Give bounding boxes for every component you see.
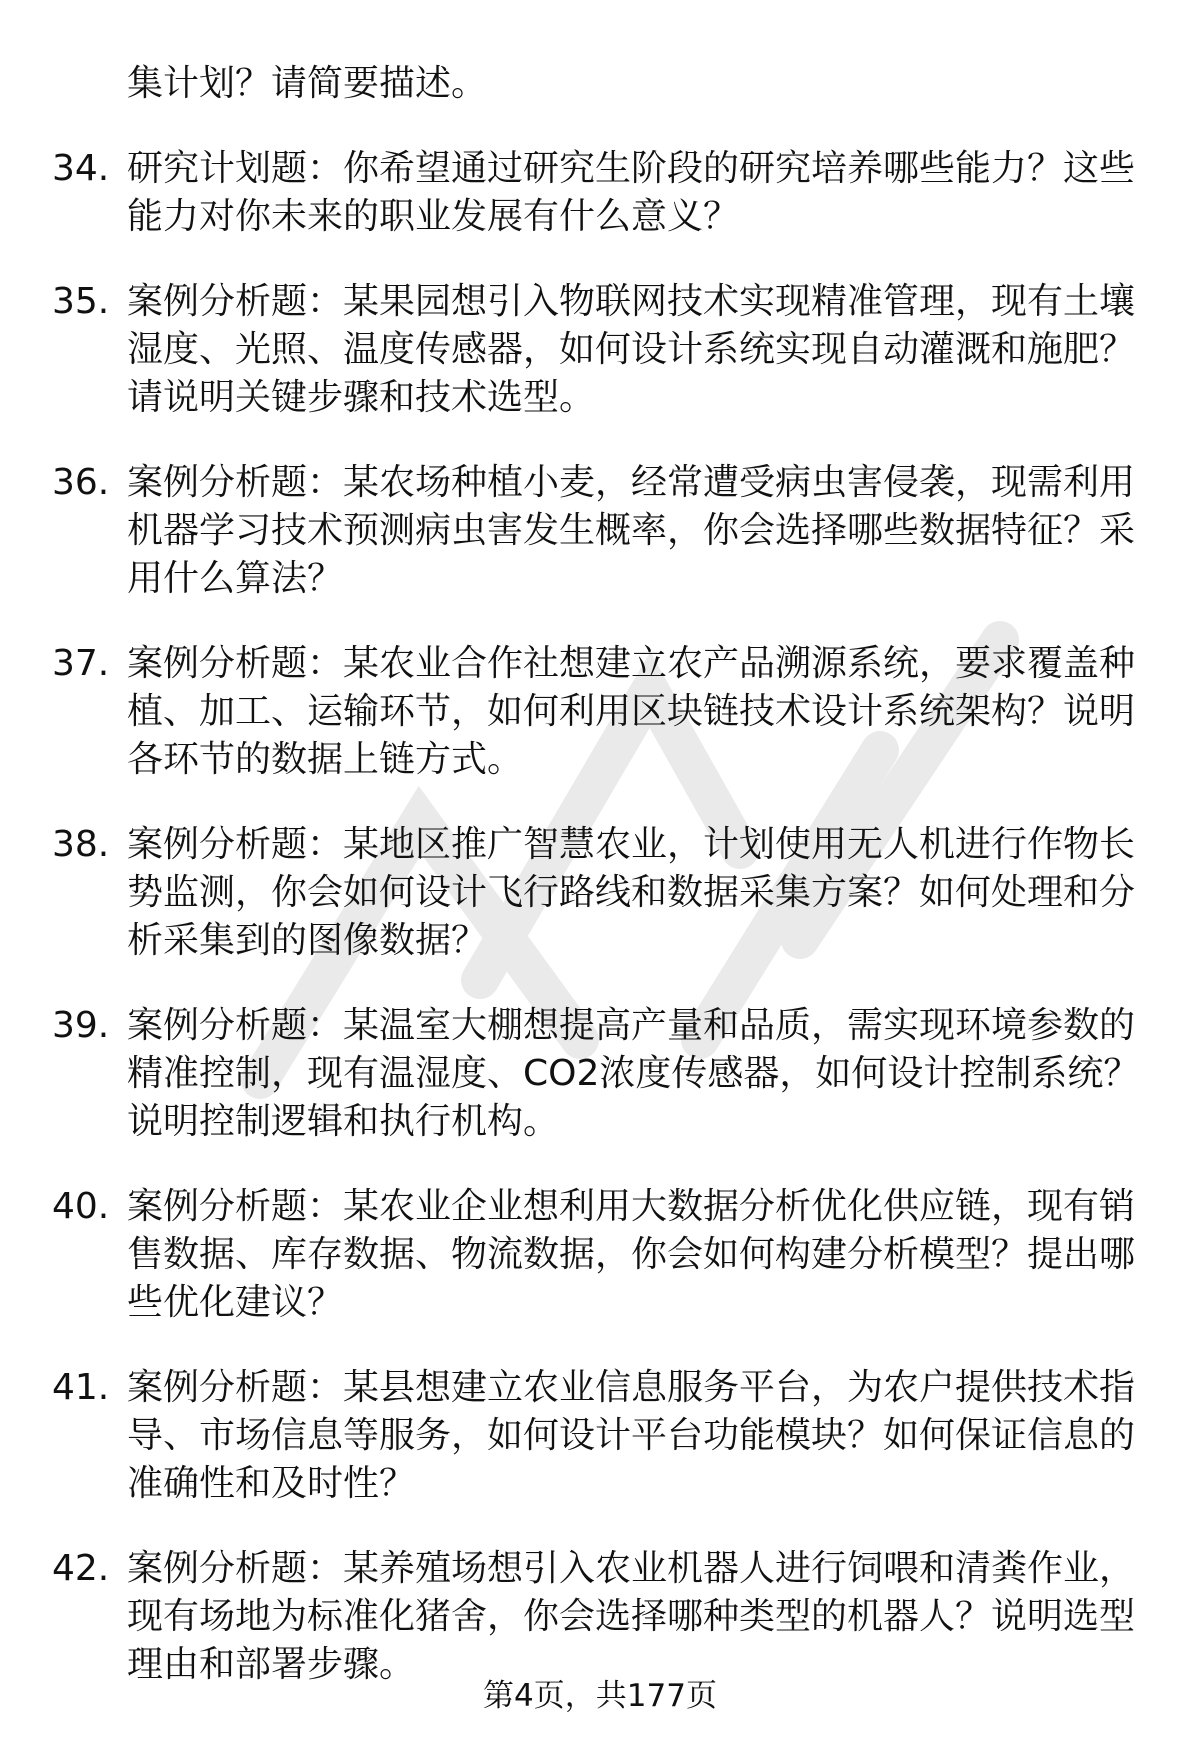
question-text-line: 说明控制逻辑和执行机构。 (127, 1101, 560, 1142)
question-text-line: 案例分析题：某养殖场想引入农业机器人进行饲喂和清粪作业， (127, 1548, 1136, 1589)
question-text-line: 案例分析题：某果园想引入物联网技术实现精准管理，现有土壤 (127, 281, 1136, 322)
question-number: 41. (52, 1367, 110, 1408)
question-text-line: 些优化建议？ (127, 1282, 344, 1323)
question-text-line: 精准控制，现有温湿度、CO2浓度传感器，如何设计控制系统？ (127, 1053, 1140, 1094)
question-number: 39. (52, 1005, 110, 1046)
question-item (52, 1183, 1152, 1327)
question-text (127, 640, 1152, 784)
question-text (127, 1364, 1152, 1508)
question-text-line: 势监测，你会如何设计飞行路线和数据采集方案？如何处理和分 (127, 872, 1136, 913)
question-text-line: 案例分析题：某农业合作社想建立农产品溯源系统，要求覆盖种 (127, 643, 1136, 684)
question-item (52, 278, 1152, 422)
question-item (52, 459, 1152, 603)
question-text-line: 用什么算法？ (127, 558, 344, 599)
question-item (52, 1364, 1152, 1508)
question-text-line: 湿度、光照、温度传感器，如何设计系统实现自动灌溉和施肥？ (127, 329, 1136, 370)
question-text (127, 1545, 1152, 1689)
question-text-line: 各环节的数据上链方式。 (127, 739, 524, 780)
question-text-line: 能力对你未来的职业发展有什么意义？ (127, 196, 740, 237)
question-number: 35. (52, 281, 110, 322)
question-text-line: 售数据、库存数据、物流数据，你会如何构建分析模型？提出哪 (127, 1234, 1136, 1275)
continuation-text: 集计划？请简要描述。 (127, 63, 488, 104)
page-footer: 第4页，共177页 (483, 1678, 717, 1714)
question-text-line: 机器学习技术预测病虫害发生概率，你会选择哪些数据特征？采 (127, 510, 1136, 551)
question-text-line: 案例分析题：某地区推广智慧农业，计划使用无人机进行作物长 (127, 824, 1136, 865)
question-text-line: 案例分析题：某温室大棚想提高产量和品质，需实现环境参数的 (127, 1005, 1136, 1046)
question-number: 40. (52, 1186, 110, 1227)
question-text (127, 1002, 1152, 1146)
question-text-line: 请说明关键步骤和技术选型。 (127, 377, 596, 418)
question-text-line: 理由和部署步骤。 (127, 1644, 416, 1685)
question-text-line: 准确性和及时性？ (127, 1463, 416, 1504)
question-number: 42. (52, 1548, 110, 1589)
question-number: 38. (52, 824, 110, 865)
question-number: 37. (52, 643, 110, 684)
question-text (127, 278, 1152, 422)
question-text (127, 145, 1152, 241)
question-text (127, 821, 1152, 965)
question-text-line: 导、市场信息等服务，如何设计平台功能模块？如何保证信息的 (127, 1415, 1136, 1456)
document-content (52, 60, 1152, 1689)
question-text-line: 析采集到的图像数据？ (127, 920, 488, 961)
question-item (52, 821, 1152, 965)
question-item (52, 145, 1152, 241)
question-text-line: 现有场地为标准化猪舍，你会选择哪种类型的机器人？说明选型 (127, 1596, 1136, 1637)
question-text-line: 案例分析题：某县想建立农业信息服务平台，为农户提供技术指 (127, 1367, 1136, 1408)
question-number: 36. (52, 462, 110, 503)
question-text (127, 459, 1152, 603)
question-text-line: 研究计划题：你希望通过研究生阶段的研究培养哪些能力？这些 (127, 148, 1136, 189)
question-item (52, 1002, 1152, 1146)
question-text-line: 案例分析题：某农场种植小麦，经常遭受病虫害侵袭，现需利用 (127, 462, 1136, 503)
question-text-line: 植、加工、运输环节，如何利用区块链技术设计系统架构？说明 (127, 691, 1136, 732)
question-text (127, 1183, 1152, 1327)
question-list (52, 145, 1152, 1689)
question-item (52, 640, 1152, 784)
question-number: 34. (52, 148, 110, 189)
question-text-line: 案例分析题：某农业企业想利用大数据分析优化供应链，现有销 (127, 1186, 1136, 1227)
question-item (52, 1545, 1152, 1689)
